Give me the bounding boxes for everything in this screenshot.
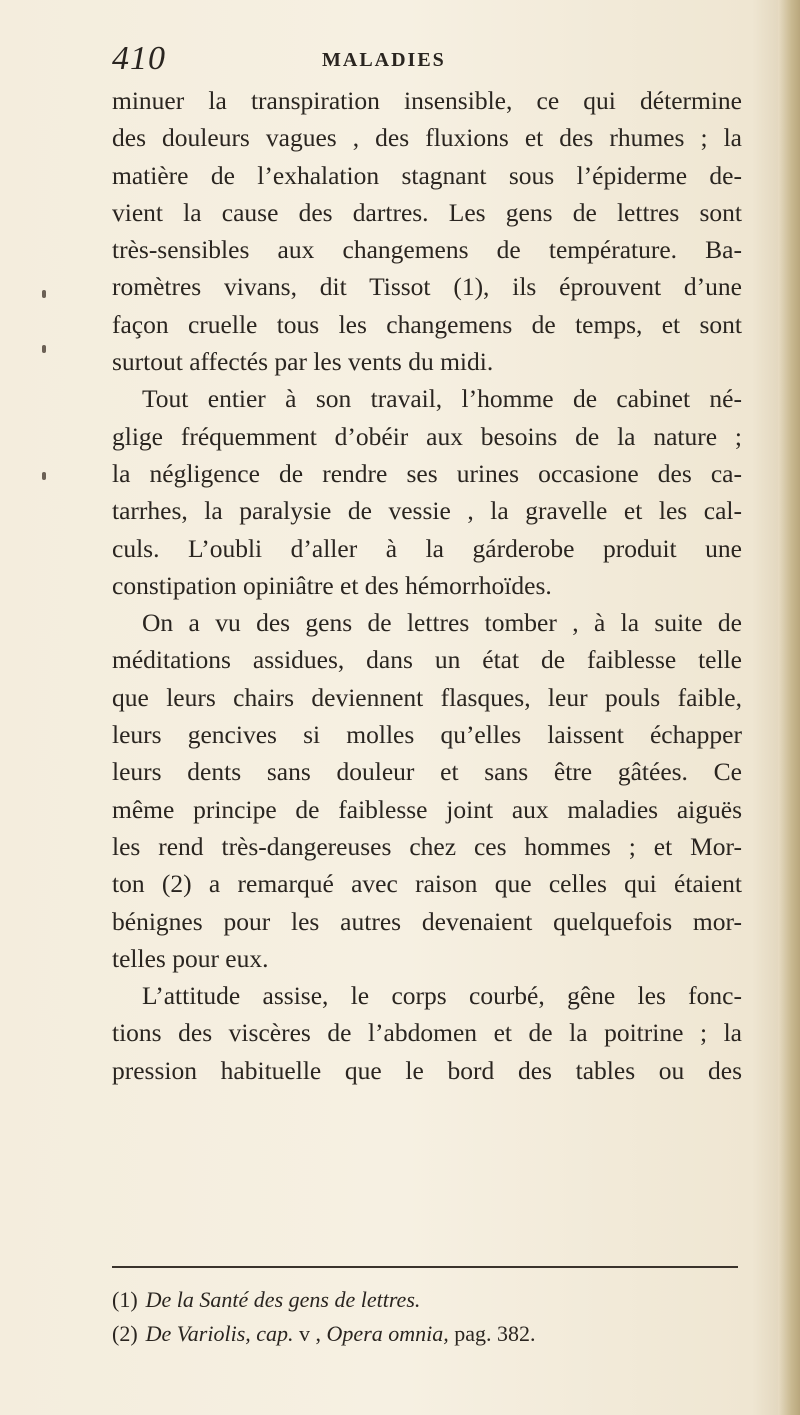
text-line: tarrhes, la paralysie de vessie , la gravelle et les cal- [112,496,742,526]
text-line: pression habituelle que le bord des tables ou des [112,1055,742,1085]
text-line: leurs dents sans douleur et sans être gâtées. Ce [112,757,742,787]
text-line: L’attitude assise, le corps courbé, gêne les fonc- [142,981,742,1011]
margin-speck [42,472,46,480]
text-line: surtout affectés par les vents du midi. [112,347,494,377]
running-head: MALADIES [322,49,446,71]
text-line: vient la cause des dartres. Les gens de lettres sont [112,197,742,227]
footnote-marker: (1) [112,1287,138,1312]
text-line: les rend très-dangereuses chez ces hommes ; et Mor- [112,831,742,861]
text-line: minuer la transpiration insensible, ce qui détermine [112,86,742,115]
text-line: romètres vivans, dit Tissot (1), ils éprouvent d’une [112,272,742,302]
text-line: On a vu des gens de lettres tomber , à la suite de [142,608,742,638]
text-line: culs. L’oubli d’aller à la gárderobe produit une [112,533,742,563]
page-header [112,40,732,88]
text-line: méditations assidues, dans un état de faiblesse telle [112,645,742,675]
text-line: leurs gencives si molles qu’elles laissent échapper [112,720,742,750]
text-line: bénignes pour les autres devenaient quelquefois mor- [112,906,742,936]
footnote-rule [112,1266,738,1268]
text-line: que leurs chairs deviennent flasques, leur pouls faible, [112,682,742,712]
text-line: tions des viscères de l’abdomen et de la poitrine ; la [112,1018,742,1048]
footnote-title: De Variolis, cap. [145,1321,294,1346]
footnote-work: Opera omnia, [321,1321,449,1346]
text-line: la négligence de rendre ses urines occasione des ca- [112,458,742,488]
text-line: des douleurs vagues , des fluxions et des rhumes ; la [112,123,742,153]
text-line: ton (2) a remarqué avec raison que celles qui étaient [112,869,742,899]
footnote-1 [112,1283,752,1317]
footnotes [112,1283,752,1351]
page-edge-shadow [778,0,800,1415]
text-line: très-sensibles aux changemens de température. Ba- [112,235,742,265]
margin-speck [42,345,46,353]
footnote-chapter: v , [293,1321,322,1346]
page-number: 410 [112,40,166,77]
text-line: glige fréquemment d’obéir aux besoins de la nature ; [112,421,742,451]
footnote-marker: (2) [112,1321,138,1346]
text-line: même principe de faiblesse joint aux maladies aiguës [112,794,742,824]
footnote-page: pag. 382. [448,1321,536,1346]
text-line: façon cruelle tous les changemens de temps, et sont [112,309,742,339]
margin-speck [42,290,46,298]
text-line: matière de l’exhalation stagnant sous l’épiderme de- [112,160,742,190]
text-line: Tout entier à son travail, l’homme de cabinet né- [142,384,742,414]
text-line: telles pour eux. [112,943,269,973]
body-text [112,82,742,1089]
footnote-text: De la Santé des gens de lettres. [145,1287,421,1312]
text-line: constipation opiniâtre et des hémorrhoïdes. [112,570,552,600]
footnote-2 [112,1317,752,1351]
